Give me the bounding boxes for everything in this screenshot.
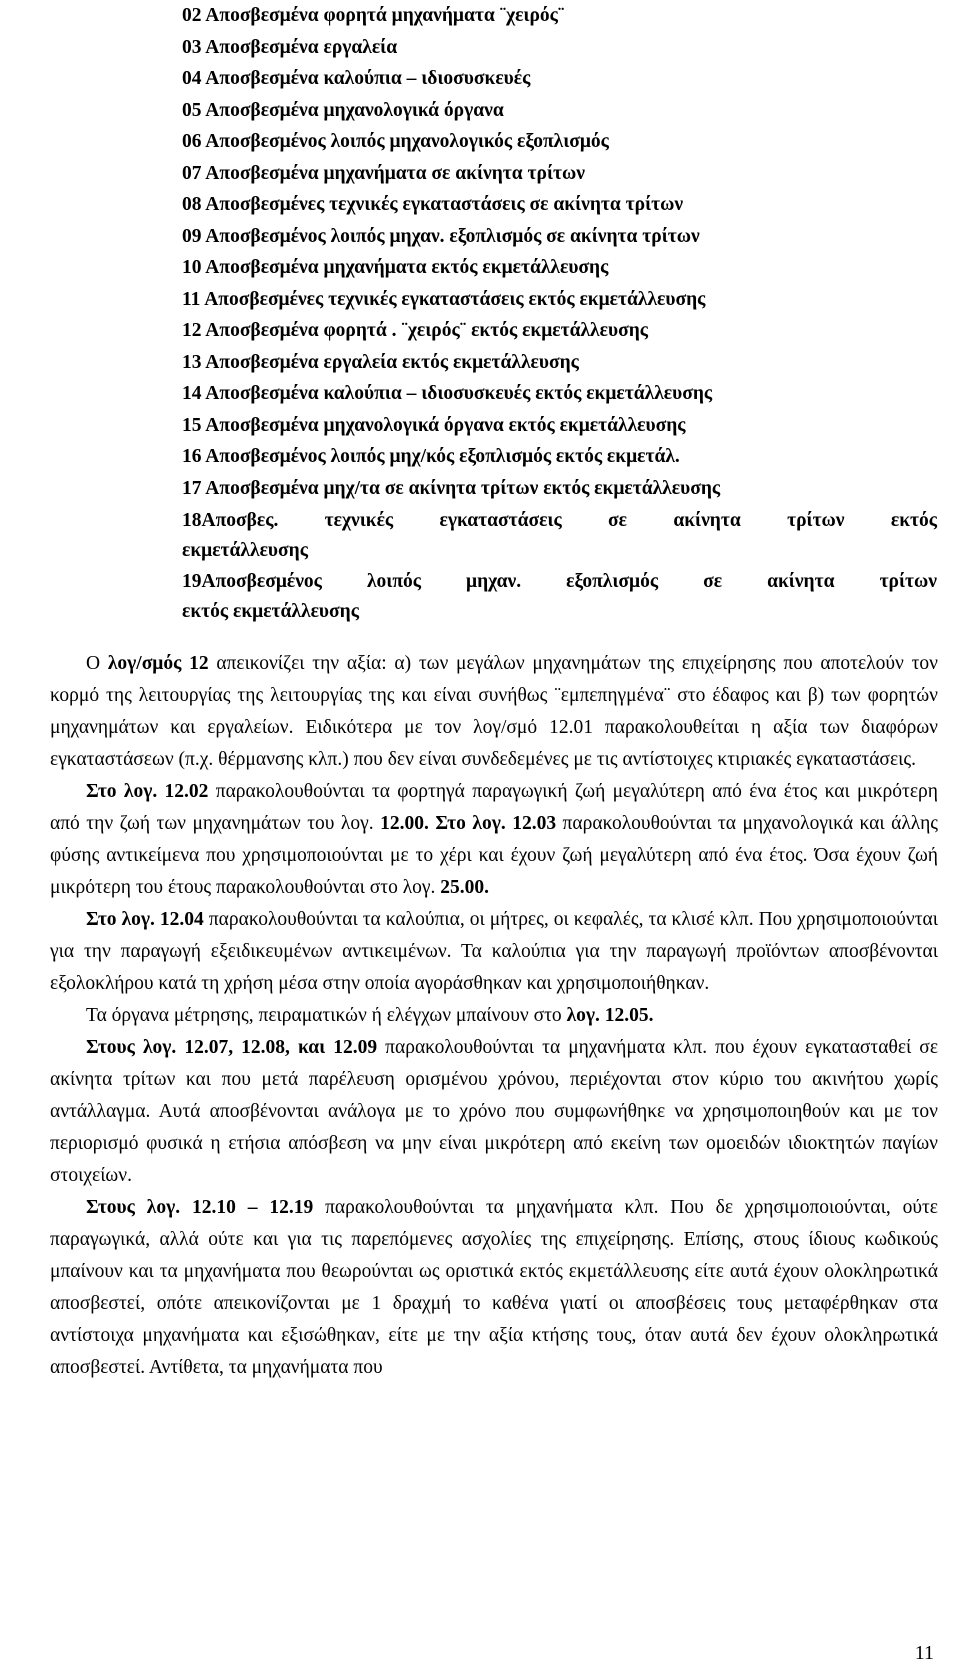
list-item: 06 Αποσβεσμένος λοιπός μηχανολογικός εξοπλισμός xyxy=(182,131,609,152)
paragraph xyxy=(50,648,938,776)
list-item-line: 19Αποσβεσμένος λοιπός μηχαν. εξοπλισμός σε ακίνητα τρίτων xyxy=(182,571,937,592)
list-item xyxy=(182,506,937,565)
text-run: παρακολουθούνται τα μηχανήματα κλπ. που έχουν εγκατασταθεί σε ακίνητα τρίτων και που μετά παρέλευση ορισμένου χρόνου, περιέχονται στον κύριο του ακινήτου χωρίς αντάλλαγμα. Αυτά αποσβένονται ανάλογα με το χρόνο που συμφωνήθηκε να χρησιμοποιηθούν και με τον περιορισμό φυσικά η ετήσια απόσβεση να μην είναι μικρότερη από εκείνη των ομοειδών ιδιοκτητών παγίων στοιχείων. xyxy=(50,1037,939,1186)
list-item: 02 Αποσβεσμένα φορητά μηχανήματα ¨χειρός¨ xyxy=(182,5,565,26)
account-ref: Στους λογ. 12.07, 12.08, και 12.09 xyxy=(86,1037,378,1058)
account-ref: 12.00. Στο λογ. 12.03 xyxy=(380,813,557,834)
list-item-line: εκμετάλλευσης xyxy=(182,539,308,561)
paragraph xyxy=(50,776,938,904)
list-item: 07 Αποσβεσμένα μηχανήματα σε ακίνητα τρίτων xyxy=(182,162,585,184)
list-item: 12 Αποσβεσμένα φορητά . ¨χειρός¨ εκτός εκμετάλλευσης xyxy=(182,320,649,341)
text-run: απεικονίζει την αξία: α) των μεγάλων μηχανημάτων της επιχείρησης που αποτελούν τον κορμό της λειτουργίας της λειτουργίας της και είναι συνήθως ¨εμπεπηγμένα¨ στο έδαφος και β) των φορητών μηχανημάτων και εργαλείων. Ειδικότερα με τον λογ/σμό 12.01 παρακολουθείται η αξία των διαφόρων εγκαταστάσεων (π.χ. θέρμανσης κλπ.) που δεν είναι συνδεδεμένες με τις αντίστοιχες κτιριακές εγκαταστάσεις. xyxy=(50,653,938,770)
list-item: 08 Αποσβεσμένες τεχνικές εγκαταστάσεις σε ακίνητα τρίτων xyxy=(182,194,684,215)
list-item: 17 Αποσβεσμένα μηχ/τα σε ακίνητα τρίτων εκτός εκμετάλλευσης xyxy=(182,477,721,499)
text-run: παρακολουθούνται τα μηχανήματα κλπ. Που δε χρησιμοποιούνται, ούτε παραγωγικά, αλλά ούτε και για τις παρεπόμενες ασχολίες της επιχείρησης. Επίσης, στους ίδιους κωδικούς μπαίνουν και τα μηχανήματα που θεωρούνται ως οριστικά εκτός εκμετάλλευσης είτε αυτά έχουν ολοκληρωτικά αποσβεστεί, οπότε απεικονίζονται με 1 δραχμή το καθένα γιατί οι αποσβέσεις τους μεταφέρθηκαν στα αντίστοιχα μηχανήματα και εξισώθηκαν, είτε με την αξία κτήσης τους, όταν αυτά δεν έχουν ολοκληρωτικά αποσβεστεί. Αντίθετα, τα μηχανήματα που xyxy=(50,1197,938,1378)
account-ref: Στους λογ. 12.10 – 12.19 xyxy=(86,1197,314,1218)
list-item xyxy=(182,567,937,626)
list-item: 10 Αποσβεσμένα μηχανήματα εκτός εκμετάλλευσης xyxy=(182,257,609,278)
text-run: παρακολουθούνται τα καλούπια, οι μήτρες, οι κεφαλές, τα κλισέ κλπ. Που χρησιμοποιούνται για την παραγωγή εξειδικευμένων αντικειμένων. Τα καλούπια για την παραγωγή προϊόντων αποσβένονται εξολοκλήρου κατά τη χρήση μέσα στην οποία αγοράσθηκαν και χρησιμοποιήθηκαν. xyxy=(50,909,938,994)
paragraph xyxy=(50,1192,938,1384)
list-item: 13 Αποσβεσμένα εργαλεία εκτός εκμετάλλευσης xyxy=(182,351,579,373)
list-item: 05 Αποσβεσμένα μηχανολογικά όργανα xyxy=(182,99,504,121)
account-ref: Στο λογ. 12.04 xyxy=(86,909,204,930)
list-item: 16 Αποσβεσμένος λοιπός μηχ/κός εξοπλισμός εκτός εκμετάλ. xyxy=(182,446,680,467)
account-ref: Στο λογ. 12.02 xyxy=(86,781,209,802)
account-ref: λογ/σμός 12 xyxy=(107,653,209,674)
list-item: 04 Αποσβεσμένα καλούπια – ιδιοσυσκευές xyxy=(182,68,531,89)
text-run: Τα όργανα μέτρησης, πειραματικών ή ελέγχων μπαίνουν στο xyxy=(86,1005,567,1026)
list-item: 15 Αποσβεσμένα μηχανολογικά όργανα εκτός εκμετάλλευσης xyxy=(182,414,686,436)
list-item-line: 18Αποσβες. τεχνικές εγκαταστάσεις σε ακίνητα τρίτων εκτός xyxy=(182,510,937,531)
account-ref: λογ. 12.05. xyxy=(566,1005,654,1026)
text-run: παρακολουθούνται τα μηχανολογικά και άλλης φύσης αντικείμενα που χρησιμοποιούνται με το χέρι και έχουν ζωή μεγαλύτερη από ένα έτος. Όσα έχουν ζωή μικρότερη του έτους παρακολουθούνται στο λογ. xyxy=(50,813,938,898)
list-item: 11 Αποσβεσμένες τεχνικές εγκαταστάσεις εκτός εκμετάλλευσης xyxy=(182,288,706,310)
account-list xyxy=(182,0,937,626)
body-text xyxy=(50,648,938,1384)
paragraph xyxy=(50,904,938,1000)
list-item: 14 Αποσβεσμένα καλούπια – ιδιοσυσκευές εκτός εκμετάλλευσης xyxy=(182,383,713,404)
account-ref: 25.00. xyxy=(440,877,490,898)
list-item: 09 Αποσβεσμένος λοιπός μηχαν. εξοπλισμός σε ακίνητα τρίτων xyxy=(182,225,700,247)
list-item: 03 Αποσβεσμένα εργαλεία xyxy=(182,36,398,58)
page-number: 11 xyxy=(914,1642,934,1664)
text-run: παρακολουθούνται τα φορτηγά παραγωγική ζωή μεγαλύτερη από ένα έτος και μικρότερη από την ζωή των μηχανημάτων του λογ. xyxy=(50,781,938,834)
paragraph xyxy=(50,1000,938,1032)
paragraph xyxy=(50,1032,938,1192)
list-item-line: εκτός εκμετάλλευσης xyxy=(182,600,359,622)
text-run: Ο xyxy=(86,653,108,674)
